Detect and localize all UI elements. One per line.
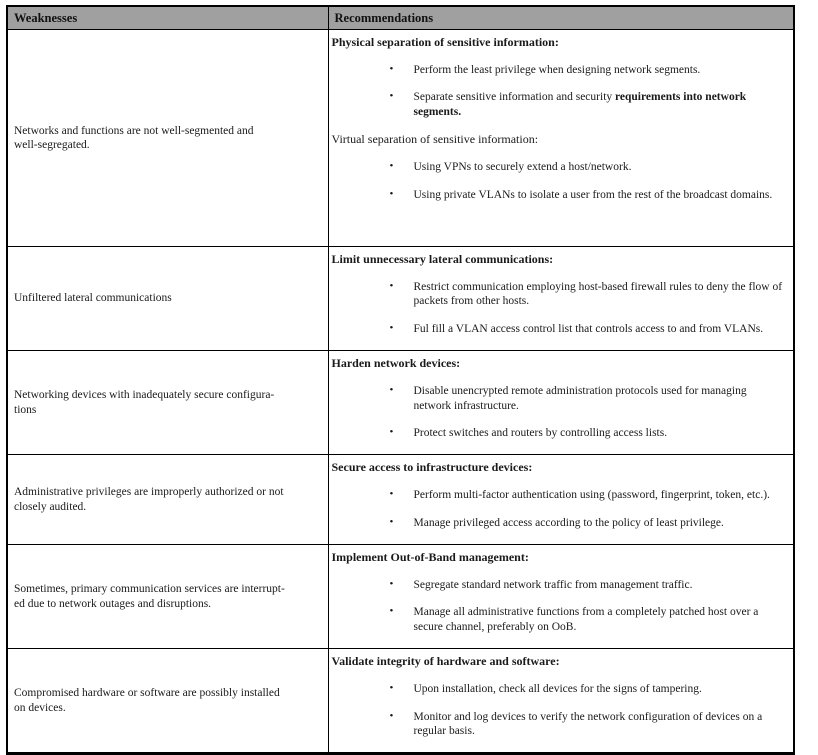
recommendation-cell (328, 351, 794, 455)
recommendation-bullet (332, 605, 788, 634)
bullet-dot-icon: • (389, 63, 394, 75)
bullet-text-segment: Perform the least privilege when designing network segments. (413, 64, 701, 76)
bullet-text-segment: Using private VLANs to isolate a user from the rest of the broadcast domains. (413, 188, 773, 201)
bullet-text-segment: Ful fill a VLAN access control list that controls access to and from VLANs. (413, 322, 764, 335)
bullet-text (414, 90, 788, 119)
bullet-dot-icon: • (389, 321, 394, 334)
bullet-text-segment: Separate sensitive information and security (413, 91, 616, 104)
weakness-text: Compromised hardware or software are possibly installed (14, 687, 280, 700)
weakness-cell (7, 455, 328, 545)
recommendation-cell (328, 545, 794, 649)
weakness-text: Administrative privileges are improperly authorized or not (14, 486, 284, 499)
recommendation-cell (328, 649, 794, 754)
bullet-text-segment: Protect switches and routers by controlling access lists. (413, 426, 668, 439)
recommendation-bullet (332, 384, 788, 413)
weakness-cell (7, 247, 328, 351)
recommendation-bullet (332, 90, 788, 119)
bullet-text (414, 605, 788, 634)
bullet-text (414, 280, 788, 309)
bullet-text (414, 710, 788, 739)
recommendation-bullet (332, 682, 788, 696)
recommendation-bullet (332, 516, 788, 530)
recommendation-bullet (332, 578, 788, 592)
bullet-text-segment: Disable unencrypted remote administration protocols used for managing network infrastructure. (413, 385, 747, 412)
weakness-text: on devices. (14, 701, 66, 714)
table-row (7, 649, 794, 754)
header-row (7, 6, 794, 30)
table-header (7, 6, 794, 30)
table-row (7, 30, 794, 247)
bullet-text (414, 516, 788, 530)
recommendation-heading: Validate integrity of hardware and software: (331, 654, 560, 669)
bullet-text-segment: Perform multi-factor authentication using (password, fingerprint, token, etc.). (413, 489, 770, 502)
bullet-dot-icon: • (389, 578, 394, 590)
weakness-text: Networks and functions are not well-segmented and (14, 124, 254, 137)
weakness-text: ed due to network outages and disruptions. (14, 597, 212, 610)
weakness-text: Sometimes, primary communication services are interrupt- (14, 583, 285, 596)
bullet-text (414, 63, 788, 77)
table-row (7, 455, 794, 545)
weakness-cell (7, 649, 328, 754)
table-row (7, 351, 794, 455)
bullet-dot-icon: • (389, 488, 394, 501)
recommendation-cell (328, 455, 794, 545)
weakness-text: closely audited. (14, 500, 87, 513)
recommendation-bullet (332, 160, 788, 174)
bullet-dot-icon: • (389, 90, 394, 103)
bullet-text-segment: Upon installation, check all devices for the signs of tampering. (413, 683, 702, 696)
weakness-text: well-segregated. (14, 139, 90, 151)
bullet-text (414, 682, 788, 696)
recommendation-bullet (332, 63, 788, 77)
bullet-text-segment: requirements into network segments. (413, 91, 747, 118)
recommendation-bullet (332, 188, 788, 202)
bullet-text-segment: Segregate standard network traffic from management traffic. (413, 579, 693, 591)
bullet-dot-icon: • (389, 682, 394, 695)
recommendation-bullet (332, 322, 788, 336)
bullet-text-segment: Manage all administrative functions from a completely patched host over a secure channel, preferably on OoB. (413, 606, 759, 633)
recommendation-heading: Limit unnecessary lateral communications: (331, 252, 554, 266)
weakness-cell (7, 30, 328, 247)
header-weaknesses: Weaknesses (7, 6, 328, 30)
recommendation-heading: Physical separation of sensitive information: (331, 35, 559, 49)
bullet-text (414, 188, 788, 202)
recommendation-bullet (332, 426, 788, 440)
bullet-text (414, 322, 788, 336)
header-recommendations: Recommendations (328, 6, 794, 30)
weakness-text: Networking devices with inadequately secure configura- (14, 389, 275, 402)
table-row (7, 545, 794, 649)
recommendation-heading: Secure access to infrastructure devices: (331, 460, 533, 475)
recommendation-bullet (332, 280, 788, 309)
table-body (7, 30, 794, 754)
bullet-text-segment: Manage privileged access according to the policy of least privilege. (413, 516, 724, 529)
recommendation-heading: Implement Out-of-Band management: (331, 550, 529, 564)
table-row (7, 247, 794, 351)
weakness-cell (7, 351, 328, 455)
bullet-dot-icon: • (389, 280, 394, 292)
bullet-text-segment: Monitor and log devices to verify the network configuration of devices on a regular basis. (413, 710, 763, 737)
weakness-cell (7, 545, 328, 649)
weakness-text: Unfiltered lateral communications (14, 292, 172, 305)
weaknesses-recommendations-table (6, 5, 795, 755)
bullet-dot-icon: • (389, 605, 394, 618)
bullet-text (414, 578, 788, 592)
bullet-dot-icon: • (389, 515, 394, 528)
bullet-text-segment: Using VPNs to securely extend a host/network. (413, 161, 632, 174)
recommendation-bullet (332, 488, 788, 502)
recommendation-heading: Harden network devices: (331, 356, 461, 371)
bullet-dot-icon: • (389, 425, 394, 438)
bullet-dot-icon: • (389, 187, 394, 200)
recommendation-heading: Virtual separation of sensitive information: (331, 132, 539, 147)
recommendation-bullet (332, 710, 788, 739)
weakness-text: tions (14, 403, 37, 416)
bullet-text (414, 160, 788, 174)
recommendation-cell (328, 30, 794, 247)
bullet-text (414, 384, 788, 413)
bullet-text-segment: Restrict communication employing host-based firewall rules to deny the flow of packets from other hosts. (413, 281, 783, 308)
bullet-text (414, 426, 788, 440)
recommendation-cell (328, 247, 794, 351)
bullet-dot-icon: • (389, 709, 394, 722)
bullet-text (414, 488, 788, 502)
bullet-dot-icon: • (389, 384, 394, 397)
bullet-dot-icon: • (389, 160, 394, 173)
